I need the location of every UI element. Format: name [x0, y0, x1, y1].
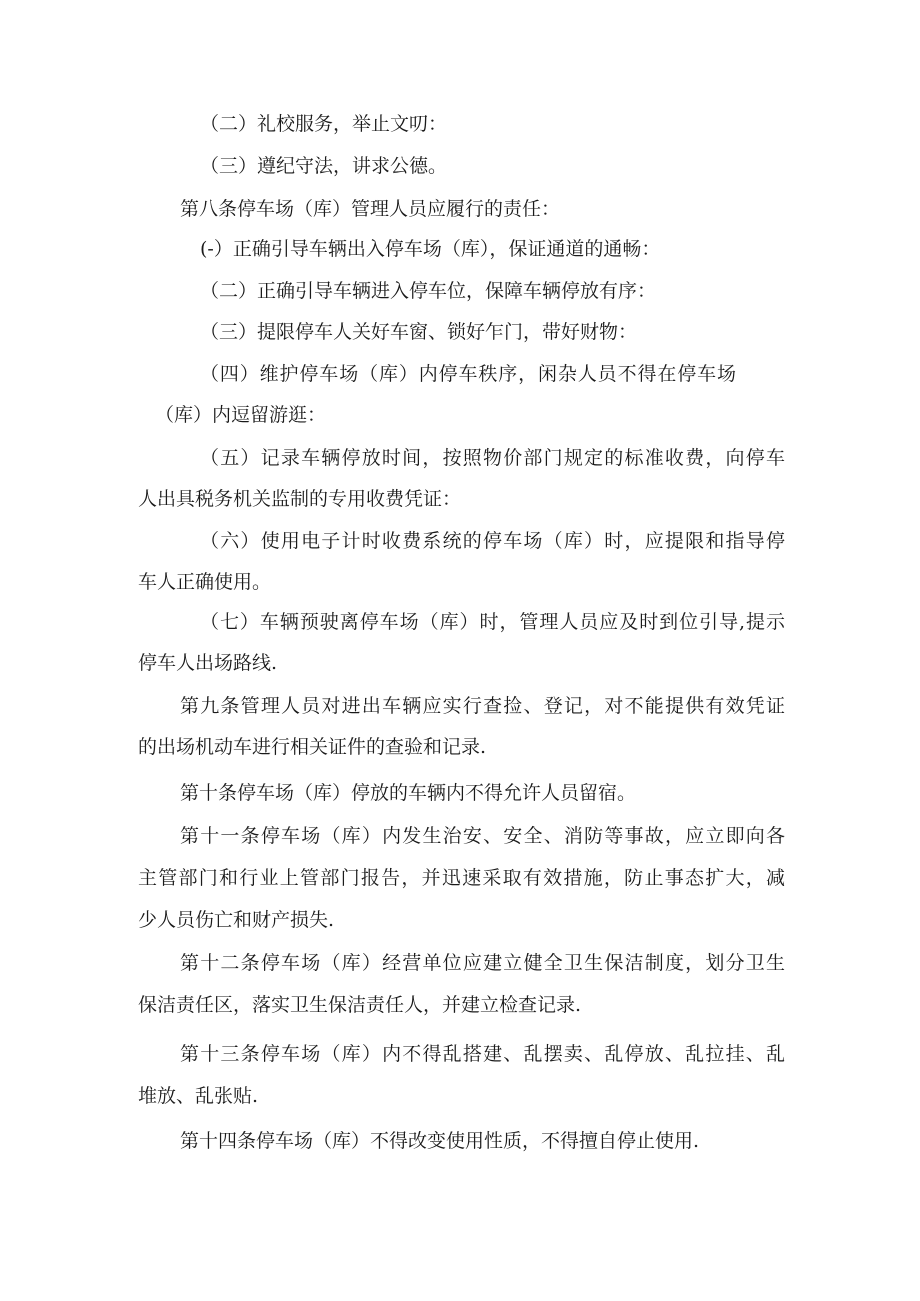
text-line: 主管部门和行业上管部门报告，并迅速采取有效措施，防止事态扩大，减 [138, 867, 785, 889]
article-heading-line: 第十一条停车场（库）内发生治安、安全、消防等事故，应立即向各 [180, 825, 785, 847]
text-line: 堆放、乱张贴. [138, 1085, 259, 1107]
text-line: （三）遵纪守法，讲求公德。 [200, 155, 448, 177]
text-line: （七）车辆预驶离停车场（库）时，管理人员应及时到位引导,提示 [200, 611, 785, 633]
text-line: 保洁责任区，落实卫生保洁责任人，并建立检查记录. [138, 994, 582, 1016]
text-line: （库）内逗留游逛： [155, 404, 327, 426]
text-line: （五）记录车辆停放时间，按照物价部门规定的标准收费，向停车 [200, 447, 785, 469]
article-heading-line: 第八条停车场（库）管理人员应履行的责任： [180, 198, 561, 220]
text-line: 的出场机动车进行相关证件的查验和记录. [138, 736, 487, 758]
text-line: （二）正确引导车辆进入停车位，保障车辆停放有序： [200, 280, 657, 302]
text-line: （四）维护停车场（库）内停车秩序，闲杂人员不得在停车场 [200, 363, 736, 385]
article-heading-line: 第九条管理人员对进出车辆应实行查捡、登记，对不能提供有效凭证 [180, 695, 785, 717]
text-line: 停车人出场路线. [138, 652, 278, 674]
text-line: （六）使用电子计时收费系统的停车场（库）时，应提限和指导停 [200, 530, 785, 552]
article-heading-line: 第十条停车场（库）停放的车辆内不得允许人员留宿。 [180, 782, 637, 804]
text-line: 人出具税务机关监制的专用收费凭证： [138, 488, 462, 510]
text-line: （三）提限停车人关好车窗、锁好乍门，带好财物： [200, 321, 638, 343]
text-line: 车人正确使用。 [138, 571, 272, 593]
text-line: (-）正确引导车辆出入停车场（库），保证通道的通畅： [200, 238, 661, 260]
article-heading-line: 第十三条停车场（库）内不得乱搭建、乱摆卖、乱停放、乱拉挂、乱 [180, 1043, 785, 1065]
text-line: 少人员伤亡和财产损失. [138, 909, 335, 931]
article-heading-line: 第十二条停车场（库）经营单位应建立健全卫生保洁制度，划分卫生 [180, 952, 785, 974]
text-line: （二）礼校服务，举止文叨： [200, 113, 448, 135]
article-heading-line: 第十四条停车场（库）不得改变使用性质，不得擅自停止使用. [180, 1130, 700, 1152]
